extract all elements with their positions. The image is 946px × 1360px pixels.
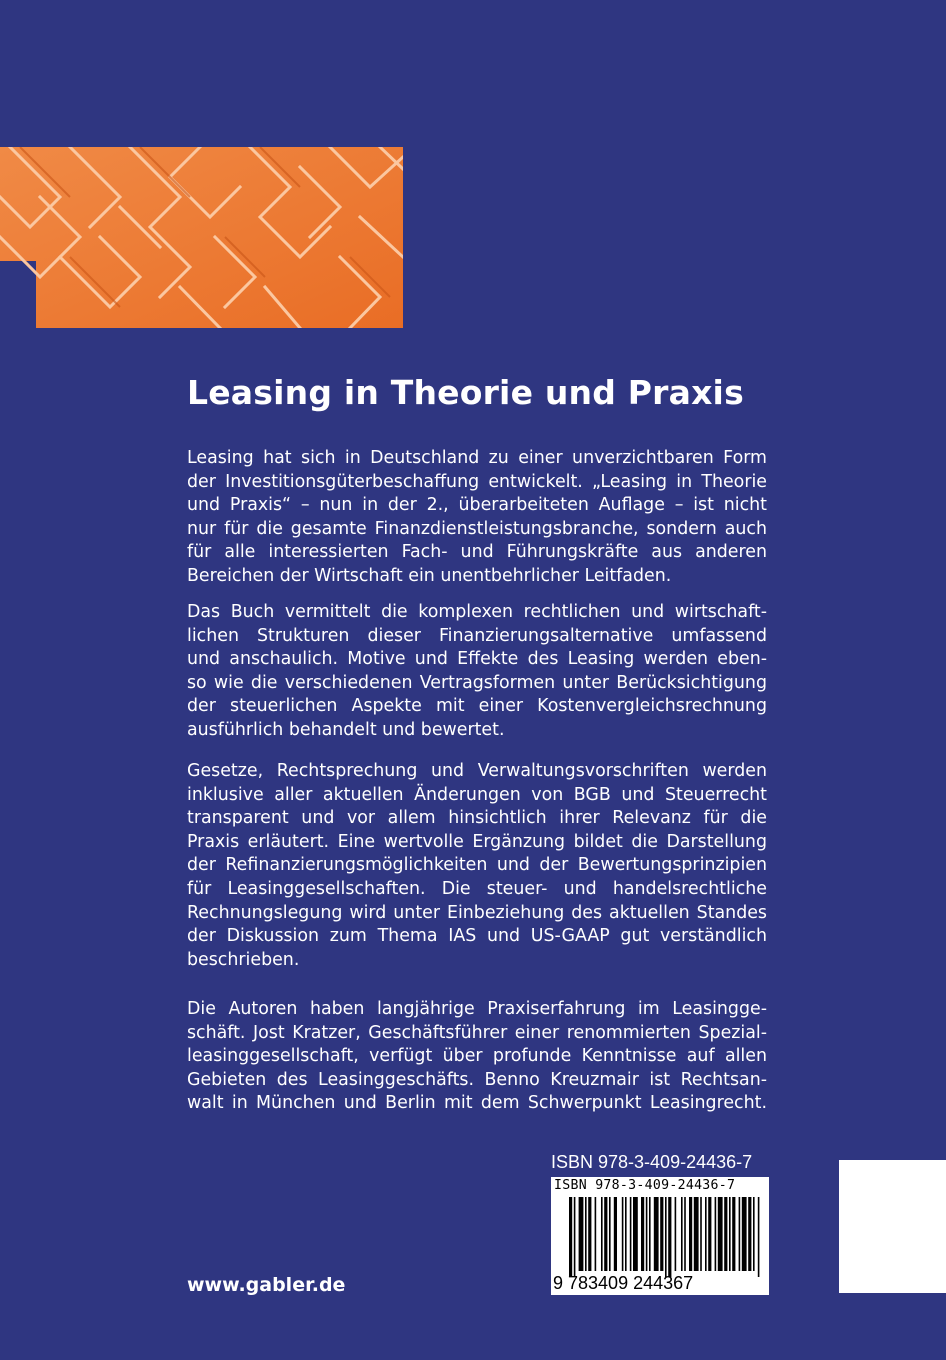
barcode-bar <box>724 1197 727 1271</box>
barcode-bar <box>588 1197 591 1271</box>
text-line: Leasing hat sich in Deutschland zu einer unverzichtbaren Form <box>187 448 767 468</box>
text-line: inklusive aller aktuellen Änderungen von BGB und Steuerrecht <box>187 784 767 805</box>
text-line: lichen Strukturen dieser Finanzierungsalternative umfassend <box>187 625 767 646</box>
barcode-bar <box>665 1197 667 1277</box>
barcode-bar <box>705 1197 707 1271</box>
barcode-bar <box>622 1197 624 1271</box>
maze-graphic <box>0 147 403 328</box>
barcode-bar <box>601 1197 603 1271</box>
book-title: Leasing in Theorie und Praxis <box>187 373 744 412</box>
barcode-bar <box>630 1197 632 1271</box>
text-line: walt in München und Berlin mit dem Schwerpunkt Leasingrecht. <box>187 1093 767 1114</box>
text-line: für Leasinggesellschaften. Die steuer- und handelsrechtliche <box>187 878 767 899</box>
text-line: der Investitionsgüterbeschaffung entwickelt. „Leasing in Theorie <box>187 471 767 492</box>
text-line: schäft. Jost Kratzer, Geschäftsführer einer renommierten Spezial- <box>187 1022 767 1043</box>
barcode-bar <box>649 1197 651 1271</box>
barcode <box>551 1177 769 1295</box>
text-line: und anschaulich. Motive und Effekte des Leasing werden eben- <box>187 649 767 670</box>
text-line: für alle interessierten Fach- und Führungskräfte aus anderen <box>187 542 767 563</box>
text-line: so wie die verschiedenen Vertragsformen unter Berücksichtigung <box>187 672 767 693</box>
text-line: Praxis erläutert. Eine wertvolle Ergänzung bildet die Darstellung <box>187 831 767 852</box>
isbn-label: ISBN 978-3-409-24436-7 <box>551 1152 753 1172</box>
barcode-digits: 9 783409 244367 <box>553 1273 694 1293</box>
price-label-area <box>839 1160 946 1293</box>
barcode-bar <box>654 1197 659 1271</box>
text-line: der Refinanzierungsmöglichkeiten und der Bewertungsprinzipien <box>187 855 767 876</box>
barcode-bar <box>715 1197 717 1271</box>
text-line: Gesetze, Rechtsprechung und Verwaltungsvorschriften werden <box>187 761 767 781</box>
barcode-bar <box>574 1197 576 1277</box>
description-paragraph-2 <box>187 601 767 743</box>
barcode-bar <box>681 1197 683 1271</box>
barcode-bar <box>739 1197 741 1271</box>
text-line: leasinggesellschaft, verfügt über profunde Kenntnisse auf allen <box>187 1046 767 1067</box>
barcode-bar <box>668 1197 671 1277</box>
publisher-website: www.gabler.de <box>187 1274 346 1296</box>
barcode-bar <box>569 1197 572 1277</box>
text-line: Die Autoren haben langjährige Praxiserfahrung im Leasingge- <box>187 999 767 1019</box>
text-line: Das Buch vermittelt die komplexen rechtlichen und wirtschaft- <box>187 602 767 622</box>
barcode-isbn-text: ISBN 978-3-409-24436-7 <box>554 1178 736 1193</box>
text-line: Gebieten des Leasinggeschäfts. Benno Kreuzmair ist Rechtsan- <box>187 1069 767 1090</box>
text-line: Bereichen der Wirtschaft ein unentbehrlicher Leitfaden. <box>187 565 672 586</box>
text-line: beschrieben. <box>187 949 300 970</box>
barcode-bar <box>732 1197 735 1271</box>
barcode-bar <box>753 1197 755 1271</box>
barcode-bar <box>614 1197 617 1271</box>
barcode-bar <box>595 1197 597 1271</box>
text-line: und Praxis“ – nun in der 2., überarbeiteten Auflage – ist nicht <box>187 495 767 516</box>
barcode-bar <box>748 1197 751 1271</box>
barcode-bar <box>625 1197 627 1271</box>
author-paragraph <box>187 998 767 1116</box>
text-line: der steuerlichen Aspekte mit einer Kostenvergleichsrechnung <box>187 696 767 717</box>
barcode-bar <box>609 1197 611 1271</box>
barcode-bar <box>579 1197 584 1271</box>
text-line: transparent und vor allem hinsichtlich ihrer Relevanz für die <box>187 808 767 829</box>
barcode-bar <box>700 1197 702 1271</box>
barcode-bar <box>729 1197 731 1271</box>
text-line: ausführlich behandelt und bewertet. <box>187 719 505 740</box>
maze-cover-image <box>0 147 403 328</box>
barcode-bar <box>742 1197 747 1271</box>
text-line: Rechnungslegung wird unter Einbeziehung des aktuellen Standes <box>187 902 767 923</box>
barcode-bar <box>689 1197 692 1271</box>
barcode-bar <box>694 1197 699 1271</box>
barcode-bar <box>758 1197 760 1277</box>
description-paragraph-1 <box>187 447 767 589</box>
barcode-bar <box>633 1197 638 1271</box>
barcode-bar <box>708 1197 711 1271</box>
barcode-bar <box>641 1197 644 1271</box>
barcode-bar <box>604 1197 607 1271</box>
description-paragraph-3 <box>187 760 767 972</box>
barcode-bar <box>646 1197 648 1271</box>
barcode-bar <box>660 1197 663 1271</box>
barcode-bar <box>585 1197 587 1271</box>
barcode-bar <box>675 1197 677 1271</box>
barcode-bar <box>684 1197 686 1271</box>
text-line: nur für die gesamte Finanzdienstleistungsbranche, sondern auch <box>187 518 767 539</box>
barcode-bar <box>718 1197 723 1271</box>
text-line: der Diskussion zum Thema IAS und US-GAAP gut verständlich <box>187 926 767 947</box>
